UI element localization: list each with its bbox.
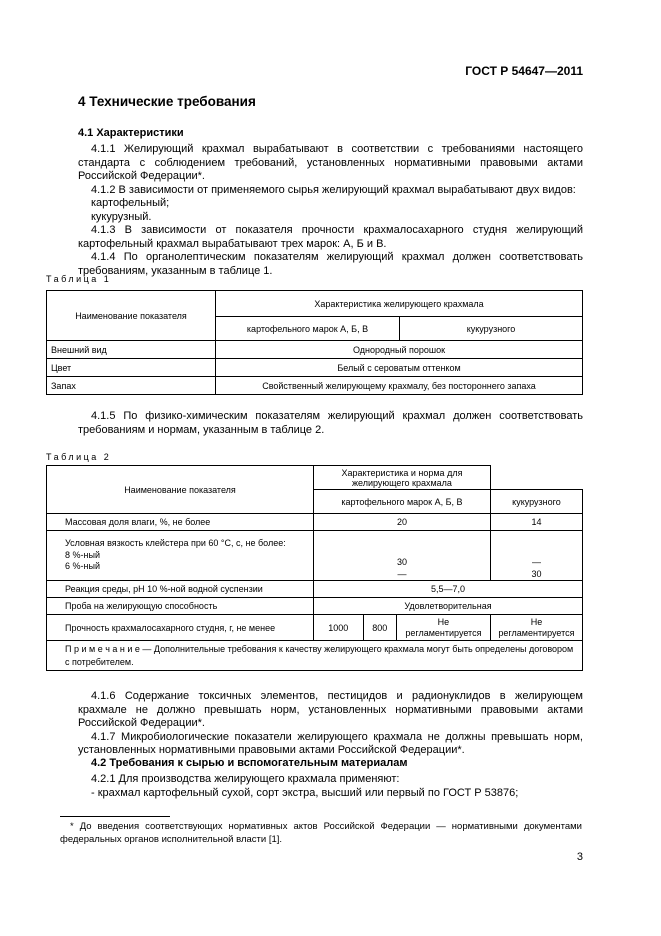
value-8: 30 (396, 557, 407, 567)
table-2-caption: Таблица 2 (46, 452, 112, 462)
table-cell: Внешний вид (47, 341, 216, 359)
paragraph-4-2-1: 4.2.1 Для производства желирующего крахмала применяют: (91, 773, 400, 785)
footnote-divider (60, 816, 170, 817)
table-cell: 1000 (313, 615, 363, 641)
section-4-1-tail (78, 690, 583, 758)
list-item: кукурузный. (91, 210, 152, 223)
table-cell: 800 (363, 615, 396, 641)
table-cell: Запах (47, 377, 216, 395)
table-cell (313, 531, 490, 581)
footnote: * До введения соответствующих нормативных актов Российской Федерации — нормативными документами федеральных органов исполнительной власти [1]. (60, 821, 582, 845)
table-row (47, 531, 583, 581)
table-cell: Белый с сероватым оттенком (216, 359, 583, 377)
table-row (47, 581, 583, 598)
subsection-title: 4.1 Характеристики (78, 127, 184, 139)
table-row (47, 341, 583, 359)
paragraph-4-1-3: 4.1.3 В зависимости от показателя прочности крахмалосахарного студня желирующий картофельный крахмал вырабатывают трех марок: А, Б и В. (78, 224, 583, 250)
table-header: Наименование показателя (47, 291, 216, 341)
table-cell: Свойственный желирующему крахмалу, без постороннего запаха (216, 377, 583, 395)
table-cell: Прочность крахмалосахарного студня, г, не менее (47, 615, 314, 641)
table-header: Характеристика и норма для желирующего крахмала (313, 466, 490, 490)
table-cell: Однородный порошок (216, 341, 583, 359)
table-header: Наименование показателя (47, 466, 314, 514)
section-title: 4 Технические требования (78, 94, 256, 109)
table-cell (490, 531, 582, 581)
table-cell: Удовлетворительная (313, 598, 582, 615)
table-cell: 14 (490, 514, 582, 531)
table-row (47, 615, 583, 641)
paragraph-4-1-4: 4.1.4 По органолептическим показателям желирующий крахмал должен соответствовать требованиям, указанным в таблице 1. (78, 251, 583, 277)
table-cell: Реакция среды, pH 10 %-ной водной суспензии (47, 581, 314, 598)
table-header: картофельного марок А, Б, В (313, 490, 490, 514)
table-row (47, 359, 583, 377)
table-row (47, 641, 583, 671)
list-item: - крахмал картофельный сухой, сорт экстра, высший или первый по ГОСТ Р 53876; (91, 786, 519, 799)
table-header: Характеристика желирующего крахмала (216, 291, 583, 317)
paragraph-4-1-6: 4.1.6 Содержание токсичных элементов, пестицидов и радионуклидов в желирующем крахмале не должно превышать норм, установленных нормативными правовыми актами Российской Федерации*. (78, 690, 583, 729)
viscosity-label: Условная вязкость клейстера при 60 °С, с, не более: (65, 538, 286, 549)
table-cell: 20 (313, 514, 490, 531)
document-code: ГОСТ Р 54647—2011 (465, 64, 583, 78)
table-cell: 5,5—7,0 (313, 581, 582, 598)
table-row (47, 598, 583, 615)
table-cell: Проба на желирующую способность (47, 598, 314, 615)
subsection-title: 4.2 Требования к сырью и вспомогательным материалам (91, 757, 408, 769)
viscosity-8: 8 %-ный (65, 549, 100, 560)
table-1 (46, 290, 583, 395)
table-row (47, 377, 583, 395)
section-4-2-text (78, 773, 583, 800)
value-8: — (531, 557, 541, 567)
table-header: кукурузного (400, 317, 583, 341)
table-cell (47, 531, 314, 581)
table-cell: Не регламентируется (490, 615, 582, 641)
table-cell: Не регламентируется (396, 615, 490, 641)
table-header: кукурузного (490, 490, 582, 514)
page-number: 3 (576, 851, 583, 863)
list-item: картофельный; (91, 197, 170, 209)
table-row (47, 514, 583, 531)
table-2 (46, 465, 583, 671)
paragraph-4-1-2: 4.1.2 В зависимости от применяемого сырья желирующий крахмал вырабатывают двух видов: (91, 183, 576, 196)
value-6: 30 (531, 568, 542, 579)
value-6: — (397, 568, 407, 579)
table-cell: Массовая доля влаги, %, не более (47, 514, 314, 531)
paragraph-4-1-1: 4.1.1 Желирующий крахмал вырабатывают в соответствии с требованиями настоящего стандарта с соблюдением требований, установленных нормативными правовыми актами Российской Федерации*. (78, 143, 583, 182)
paragraph-4-1-5: 4.1.5 По физико-химическим показателям желирующий крахмал должен соответствовать требованиям и нормам, указанным в таблице 2. (78, 410, 583, 436)
table-1-caption: Таблица 1 (46, 274, 112, 284)
section-4-1-text (78, 143, 583, 278)
table-note: П р и м е ч а н и е — Дополнительные требования к качеству желирующего крахмала могут быть определены договором с потребителем. (47, 641, 583, 671)
paragraph-4-1-7: 4.1.7 Микробиологические показатели желирующего крахмала не должны превышать норм, установленных нормативными правовыми актами Российской Федерации*. (78, 730, 583, 756)
table-cell: Цвет (47, 359, 216, 377)
viscosity-6: 6 %-ный (65, 561, 100, 572)
table-header: картофельного марок А, Б, В (216, 317, 400, 341)
